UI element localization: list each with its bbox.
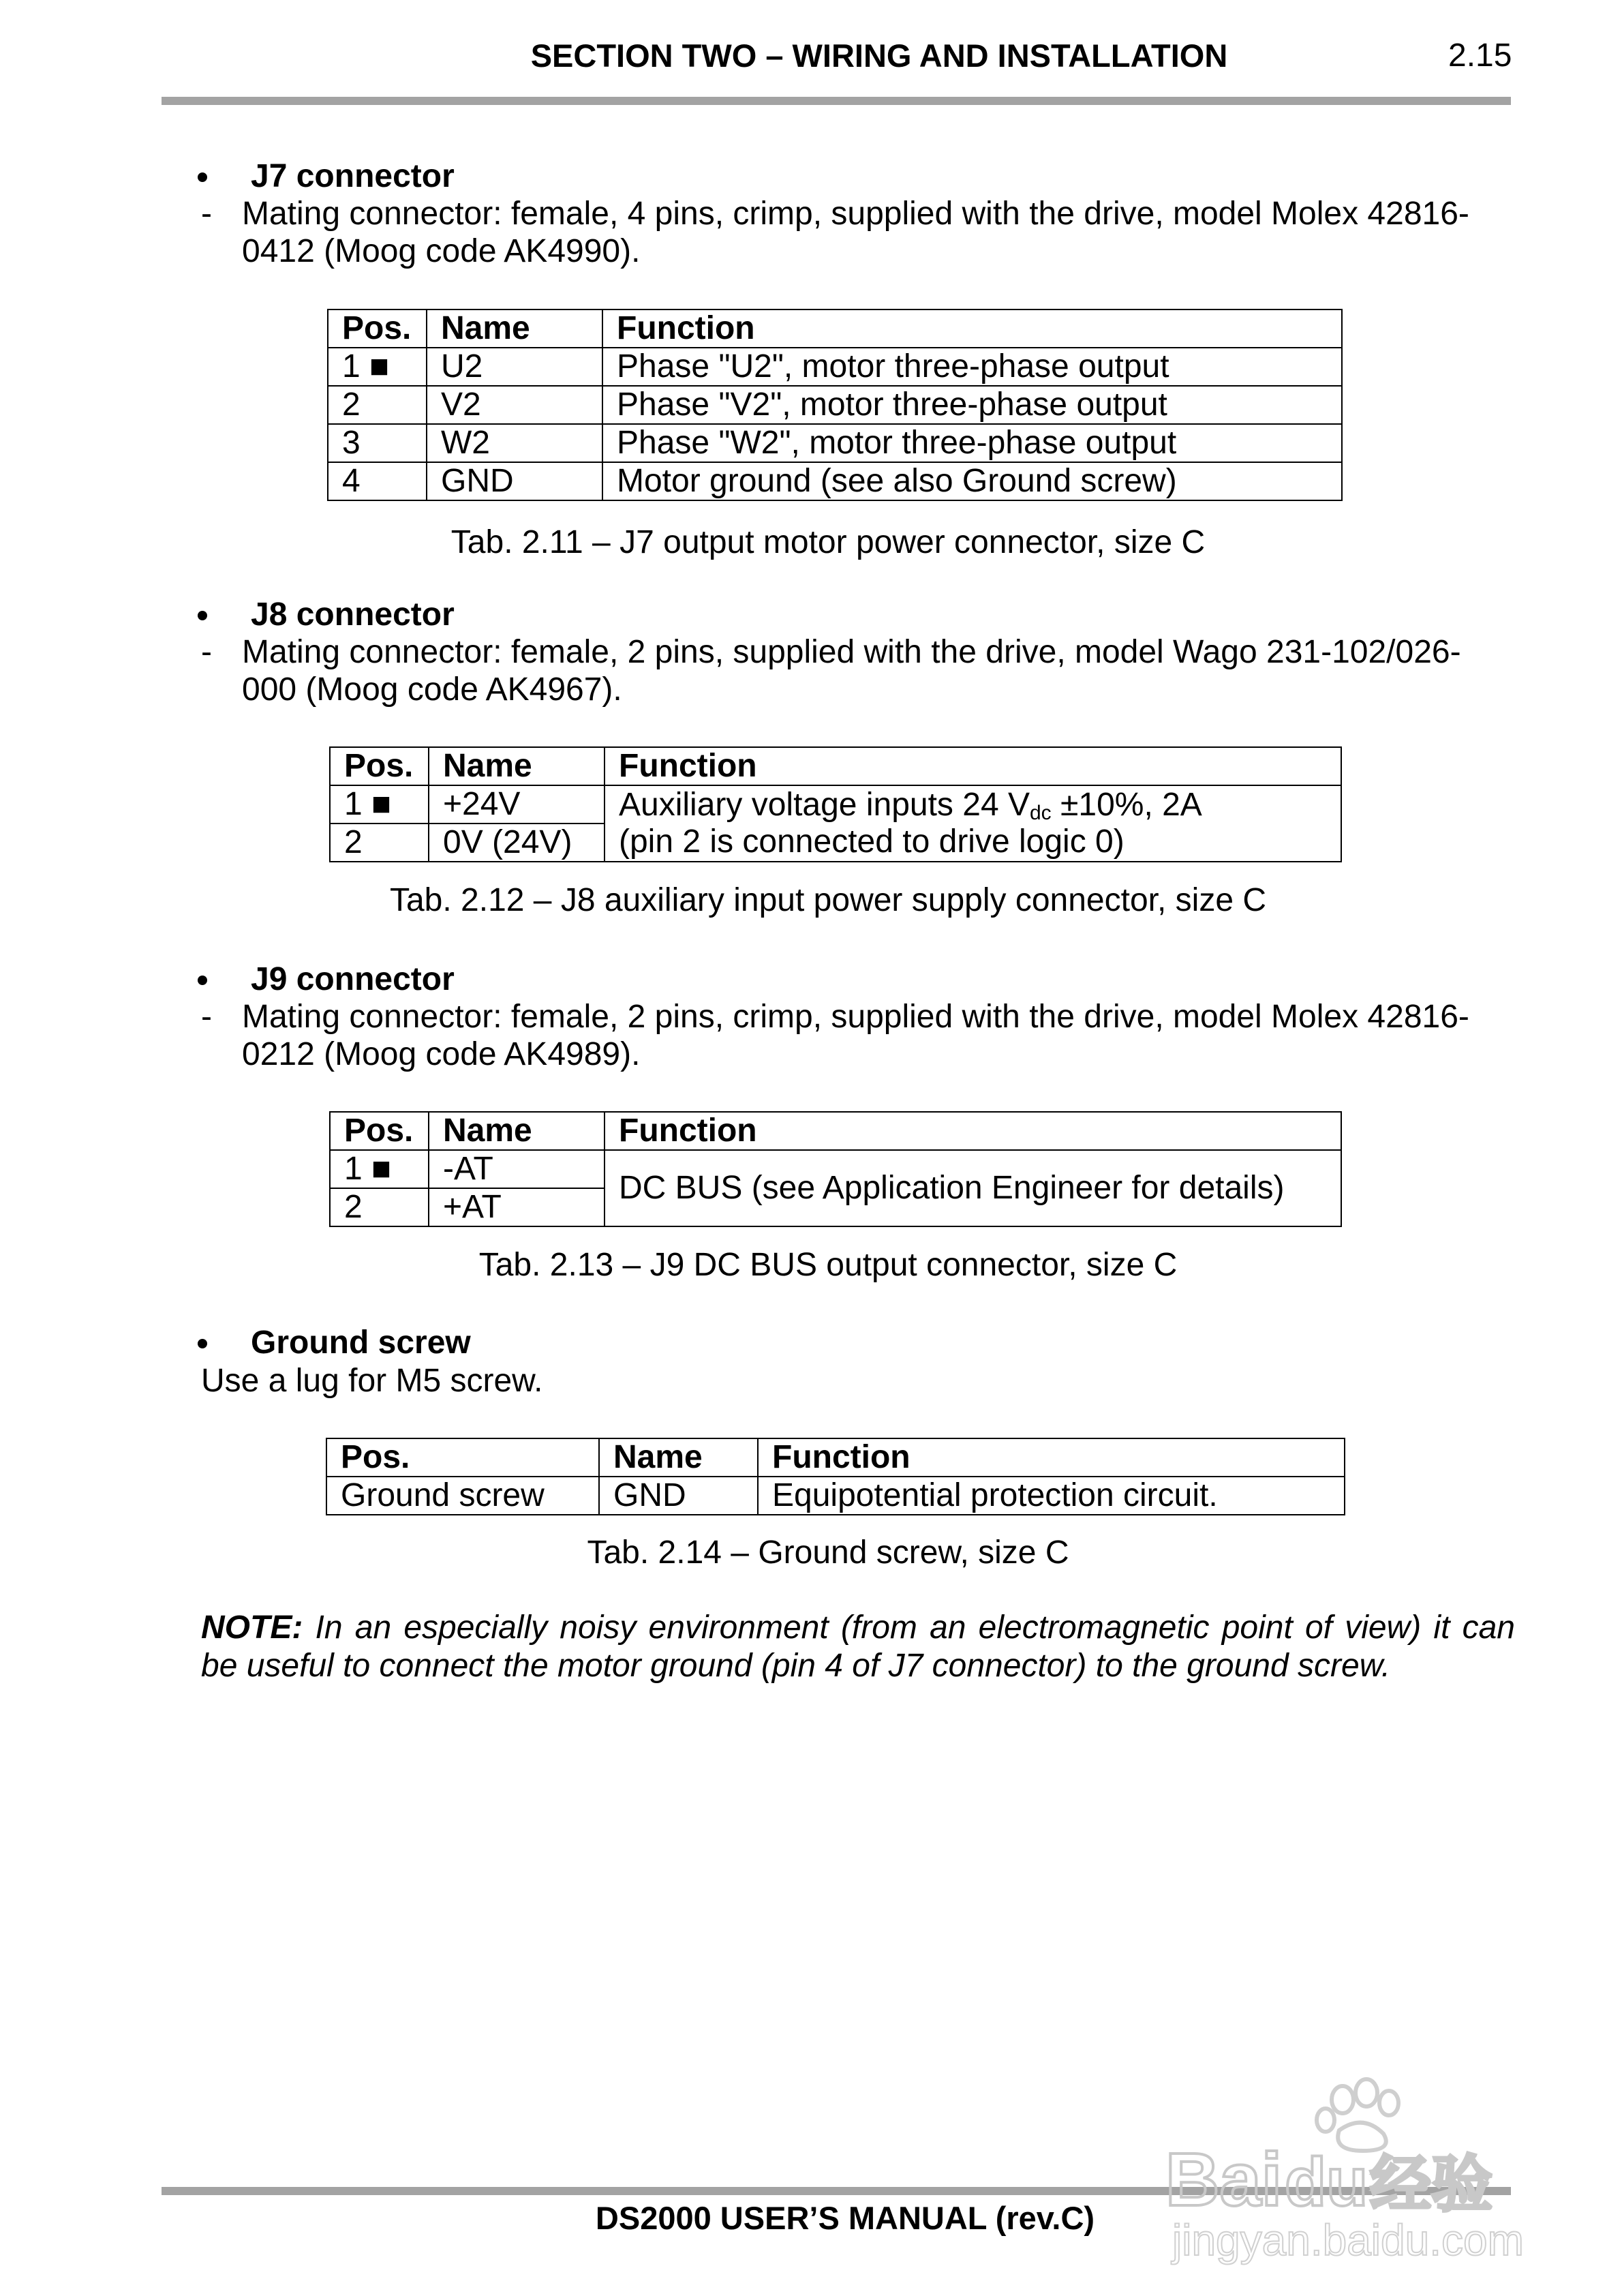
section-title: SECTION TWO – WIRING AND INSTALLATION <box>530 37 1228 74</box>
watermark-brand: Bai <box>1165 2138 1283 2222</box>
table-row: 2 +AT <box>330 1188 1341 1226</box>
paw-icon <box>1159 2066 1540 2270</box>
j8-function-cell: Auxiliary voltage inputs 24 $V_{dc} \pm 10\%$, 2A (pin 2 is connected to drive logic 0) <box>605 785 1341 862</box>
note-label: NOTE: <box>201 1610 303 1646</box>
table-row: 2 V2 Phase "V2", motor three-phase output <box>328 386 1342 424</box>
j7-caption: Tab. 2.11 – J7 output motor power connector, size C <box>450 524 1206 560</box>
table-row: 1 ■ U2 Phase "U2", motor three-phase output <box>328 348 1342 386</box>
table-row: 2 0V (24V) <box>330 824 1341 862</box>
page-number: 2.15 <box>1448 37 1512 74</box>
j9-caption: Tab. 2.13 – J9 DC BUS output connector, size C <box>478 1247 1178 1283</box>
bullet-icon <box>198 976 207 985</box>
ground-table <box>326 1438 1345 1515</box>
ground-caption: Tab. 2.14 – Ground screw, size C <box>587 1535 1069 1571</box>
table-row: Ground screw GND Equipotential protection circuit. <box>326 1477 1345 1515</box>
table-header-row: Pos. Name Function <box>330 747 1341 785</box>
watermark-brand2: du <box>1285 2144 1368 2220</box>
table-header-row: Pos. Name Function <box>330 1112 1341 1150</box>
table-row: 1 ■ -AT DC BUS (see Application Engineer for details) <box>330 1150 1341 1188</box>
table-header-row: Pos. Name Function <box>326 1438 1345 1477</box>
table-header-row: Pos. Name Function <box>328 309 1342 348</box>
bullet-icon <box>198 1339 207 1348</box>
table-row: 1 ■ +24V Auxiliary voltage inputs 24 $V_{dc} \pm 10\%$, 2A (pin 2 is connected to drive logic 0) <box>330 785 1341 824</box>
header-rule <box>162 97 1511 105</box>
bullet-icon <box>198 172 207 182</box>
ground-text: Use a lug for M5 screw. <box>201 1363 543 1399</box>
table-row: 4 GND Motor ground (see also Ground screw) <box>328 462 1342 500</box>
j7-table <box>327 309 1343 501</box>
j9-table <box>329 1111 1342 1227</box>
j8-caption: Tab. 2.12 – J8 auxiliary input power supply connector, size C <box>389 882 1267 918</box>
footer-title: DS2000 USER’S MANUAL (rev.C) <box>595 2200 1095 2236</box>
bullet-icon <box>198 611 207 620</box>
table-row: 3 W2 Phase "W2", motor three-phase output <box>328 424 1342 462</box>
watermark-cn: 经验 <box>1370 2149 1493 2220</box>
j8-table <box>329 746 1342 862</box>
baidu-watermark <box>1159 2066 1540 2270</box>
j9-function-cell: DC BUS (see Application Engineer for details) <box>605 1150 1341 1226</box>
watermark-url: jingyan.baidu.com <box>1172 2216 1524 2265</box>
note-paragraph: NOTE: In an especially noisy environment (from an electromagnetic point of view) it can be useful to connect the motor ground (pin 4 of J7 connector) to the ground screw. <box>201 1610 1515 1684</box>
